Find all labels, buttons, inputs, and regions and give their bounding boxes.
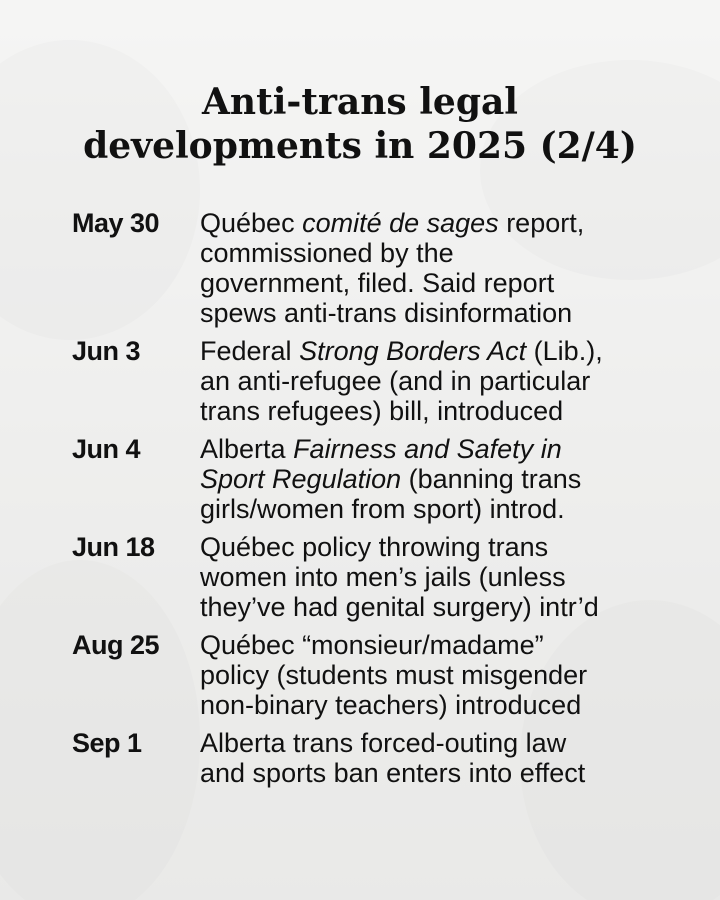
entry-date: Jun 18 (72, 532, 155, 562)
entry-date: Sep 1 (72, 728, 142, 758)
description-text: and sports ban enters into effect (200, 758, 586, 788)
description-line (200, 592, 672, 622)
description-text: Federal (200, 336, 300, 366)
description-text: they’ve had genital surgery) intr’d (200, 592, 599, 622)
description-line (200, 630, 672, 660)
description-text: government, filed. Said report (200, 268, 555, 298)
description-text: girls/women from sport) introd. (200, 494, 565, 524)
entry-date: Jun 3 (72, 336, 141, 366)
title-line: Anti-trans legal (201, 81, 518, 123)
description-text: spews anti-trans disinformation (200, 298, 573, 328)
title-line: developments in 2025 (2/4) (83, 125, 637, 167)
description-line (200, 494, 672, 524)
entry-date: May 30 (72, 208, 160, 238)
description-line (200, 464, 672, 494)
description-text: an anti-refugee (and in particular (200, 366, 591, 396)
entry-description (200, 208, 672, 328)
description-text: Québec policy throwing trans (200, 532, 549, 562)
description-line (200, 660, 672, 690)
entry-description (200, 532, 672, 622)
description-line (200, 396, 672, 426)
description-line (200, 690, 672, 720)
timeline-entry (72, 728, 672, 788)
description-line (200, 758, 672, 788)
entry-description (200, 728, 672, 788)
timeline-entry (72, 208, 672, 328)
description-line (200, 532, 672, 562)
description-text: commissioned by the (200, 238, 454, 268)
description-text: policy (students must misgender (200, 660, 588, 690)
entry-description (200, 434, 672, 524)
entry-date: Aug 25 (72, 630, 160, 660)
description-line (200, 268, 672, 298)
description-line (200, 562, 672, 592)
description-text: (banning trans (401, 464, 582, 494)
entry-description (200, 336, 672, 426)
timeline (72, 208, 672, 796)
description-text: (Lib.), (526, 336, 603, 366)
entry-description (200, 630, 672, 720)
italic-title-text: Fairness and Safety in (293, 434, 562, 464)
description-line (200, 298, 672, 328)
description-line (200, 434, 672, 464)
entry-date: Jun 4 (72, 434, 141, 464)
description-line (200, 238, 672, 268)
page-title (0, 80, 720, 168)
description-line (200, 366, 672, 396)
description-text: report, (498, 208, 585, 238)
description-text: Québec “monsieur/madame” (200, 630, 544, 660)
description-text: women into men’s jails (unless (200, 562, 566, 592)
italic-title-text: comité de sages (302, 208, 499, 238)
description-text: trans refugees) bill, introduced (200, 396, 564, 426)
description-text: non-binary teachers) introduced (200, 690, 582, 720)
italic-title-text: Strong Borders Act (299, 336, 527, 366)
timeline-entry (72, 434, 672, 524)
description-line (200, 336, 672, 366)
timeline-entry (72, 532, 672, 622)
description-text: Alberta (200, 434, 294, 464)
timeline-entry (72, 630, 672, 720)
description-line (200, 208, 672, 238)
description-text: Alberta trans forced-outing law (200, 728, 567, 758)
timeline-entry (72, 336, 672, 426)
italic-title-text: Sport Regulation (200, 464, 402, 494)
description-line (200, 728, 672, 758)
description-text: Québec (200, 208, 303, 238)
